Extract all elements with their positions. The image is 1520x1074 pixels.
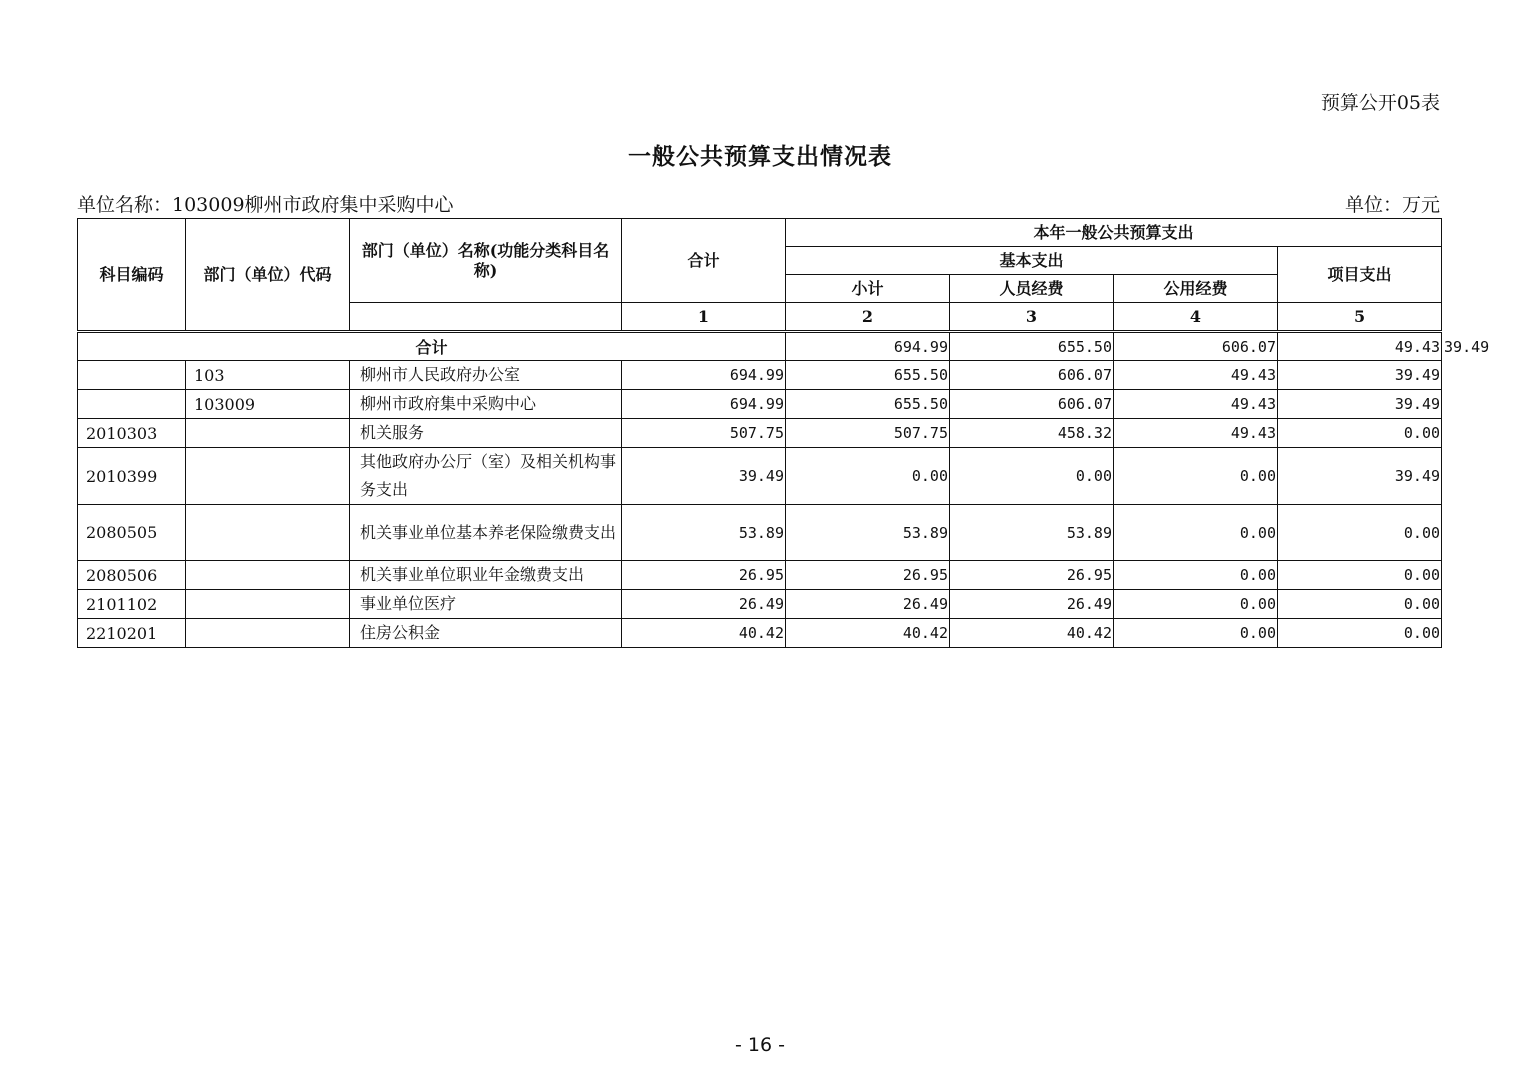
amount-cell: 0.00 <box>1278 505 1442 561</box>
total-value: 49.43 <box>1278 332 1442 361</box>
total-value: 606.07 <box>1114 332 1278 361</box>
subject-code-cell <box>78 361 186 390</box>
dept-code-cell: 103 <box>186 361 350 390</box>
amount-cell: 606.07 <box>950 361 1114 390</box>
header-col-num: 4 <box>1114 303 1278 332</box>
amount-cell: 0.00 <box>1114 505 1278 561</box>
header-col-num: 2 <box>786 303 950 332</box>
amount-cell: 507.75 <box>786 419 950 448</box>
amount-cell: 53.89 <box>622 505 786 561</box>
table-row <box>78 361 1442 390</box>
currency-unit: 单位：万元 <box>1344 194 1440 216</box>
subject-code-cell: 2210201 <box>78 619 186 648</box>
amount-cell: 694.99 <box>622 390 786 419</box>
amount-cell: 655.50 <box>786 390 950 419</box>
form-number: 预算公开05表 <box>1320 92 1440 114</box>
amount-cell: 0.00 <box>786 448 950 505</box>
table-row <box>78 448 1442 505</box>
subject-code-cell <box>78 390 186 419</box>
amount-cell: 26.95 <box>786 561 950 590</box>
amount-cell: 606.07 <box>950 390 1114 419</box>
amount-cell: 53.89 <box>950 505 1114 561</box>
amount-cell: 507.75 <box>622 419 786 448</box>
amount-cell: 40.42 <box>622 619 786 648</box>
dept-name-cell: 事业单位医疗 <box>350 590 622 619</box>
total-value: 655.50 <box>950 332 1114 361</box>
header-col-num: 5 <box>1278 303 1442 332</box>
amount-cell: 26.49 <box>786 590 950 619</box>
header-col-empty <box>350 303 622 332</box>
page-number: - 16 - <box>735 1034 785 1056</box>
header-subject-code: 科目编码 <box>78 219 186 332</box>
amount-cell: 694.99 <box>622 361 786 390</box>
subject-code-cell: 2080505 <box>78 505 186 561</box>
total-row: 合计 694.99 655.50 606.07 49.43 39.49 <box>78 332 1442 361</box>
table-row <box>78 561 1442 590</box>
subject-code-cell: 2101102 <box>78 590 186 619</box>
header-col-num: 1 <box>622 303 786 332</box>
dept-name-cell: 其他政府办公厅（室）及相关机构事务支出 <box>350 448 622 505</box>
dept-code-cell <box>186 419 350 448</box>
budget-table <box>77 218 1490 648</box>
header-project: 项目支出 <box>1278 247 1442 303</box>
table-row <box>78 590 1442 619</box>
amount-cell: 39.49 <box>1278 390 1442 419</box>
header-dept-name: 部门（单位）名称(功能分类科目名称) <box>350 219 622 303</box>
amount-cell: 0.00 <box>1278 561 1442 590</box>
amount-cell: 0.00 <box>1114 448 1278 505</box>
amount-cell: 39.49 <box>622 448 786 505</box>
amount-cell: 26.95 <box>950 561 1114 590</box>
amount-cell: 49.43 <box>1114 390 1278 419</box>
amount-cell: 49.43 <box>1114 419 1278 448</box>
dept-code-cell: 103009 <box>186 390 350 419</box>
dept-name-cell: 机关事业单位基本养老保险缴费支出 <box>350 505 622 561</box>
amount-cell: 0.00 <box>1114 619 1278 648</box>
unit-name: 单位名称：103009柳州市政府集中采购中心 <box>77 194 454 216</box>
dept-code-cell <box>186 505 350 561</box>
header-basic-group: 基本支出 <box>786 247 1278 275</box>
dept-name-cell: 住房公积金 <box>350 619 622 648</box>
header-total: 合计 <box>622 219 786 303</box>
amount-cell: 0.00 <box>1278 590 1442 619</box>
amount-cell: 26.95 <box>622 561 786 590</box>
amount-cell: 0.00 <box>1278 619 1442 648</box>
page-title: 一般公共预算支出情况表 <box>628 143 892 170</box>
table-row <box>78 505 1442 561</box>
amount-cell: 49.43 <box>1114 361 1278 390</box>
amount-cell: 0.00 <box>950 448 1114 505</box>
subject-code-cell: 2010399 <box>78 448 186 505</box>
header-personnel: 人员经费 <box>950 275 1114 303</box>
table-row <box>78 619 1442 648</box>
amount-cell: 53.89 <box>786 505 950 561</box>
dept-code-cell <box>186 448 350 505</box>
amount-cell: 40.42 <box>950 619 1114 648</box>
amount-cell: 655.50 <box>786 361 950 390</box>
header-subtotal: 小计 <box>786 275 950 303</box>
total-label: 合计 <box>78 332 786 361</box>
table-row <box>78 419 1442 448</box>
dept-code-cell <box>186 561 350 590</box>
amount-cell: 39.49 <box>1278 361 1442 390</box>
amount-cell: 26.49 <box>622 590 786 619</box>
amount-cell: 458.32 <box>950 419 1114 448</box>
dept-name-cell: 柳州市政府集中采购中心 <box>350 390 622 419</box>
header-public: 公用经费 <box>1114 275 1278 303</box>
header-dept-code: 部门（单位）代码 <box>186 219 350 332</box>
header-col-num: 3 <box>950 303 1114 332</box>
amount-cell: 26.49 <box>950 590 1114 619</box>
dept-name-cell: 机关服务 <box>350 419 622 448</box>
subject-code-cell: 2080506 <box>78 561 186 590</box>
amount-cell: 39.49 <box>1278 448 1442 505</box>
dept-name-cell: 柳州市人民政府办公室 <box>350 361 622 390</box>
amount-cell: 0.00 <box>1278 419 1442 448</box>
amount-cell: 40.42 <box>786 619 950 648</box>
table-row <box>78 390 1442 419</box>
total-value: 694.99 <box>786 332 950 361</box>
dept-code-cell <box>186 619 350 648</box>
amount-cell: 0.00 <box>1114 561 1278 590</box>
header-current-year-group: 本年一般公共预算支出 <box>786 219 1442 247</box>
amount-cell: 0.00 <box>1114 590 1278 619</box>
subject-code-cell: 2010303 <box>78 419 186 448</box>
dept-name-cell: 机关事业单位职业年金缴费支出 <box>350 561 622 590</box>
dept-code-cell <box>186 590 350 619</box>
